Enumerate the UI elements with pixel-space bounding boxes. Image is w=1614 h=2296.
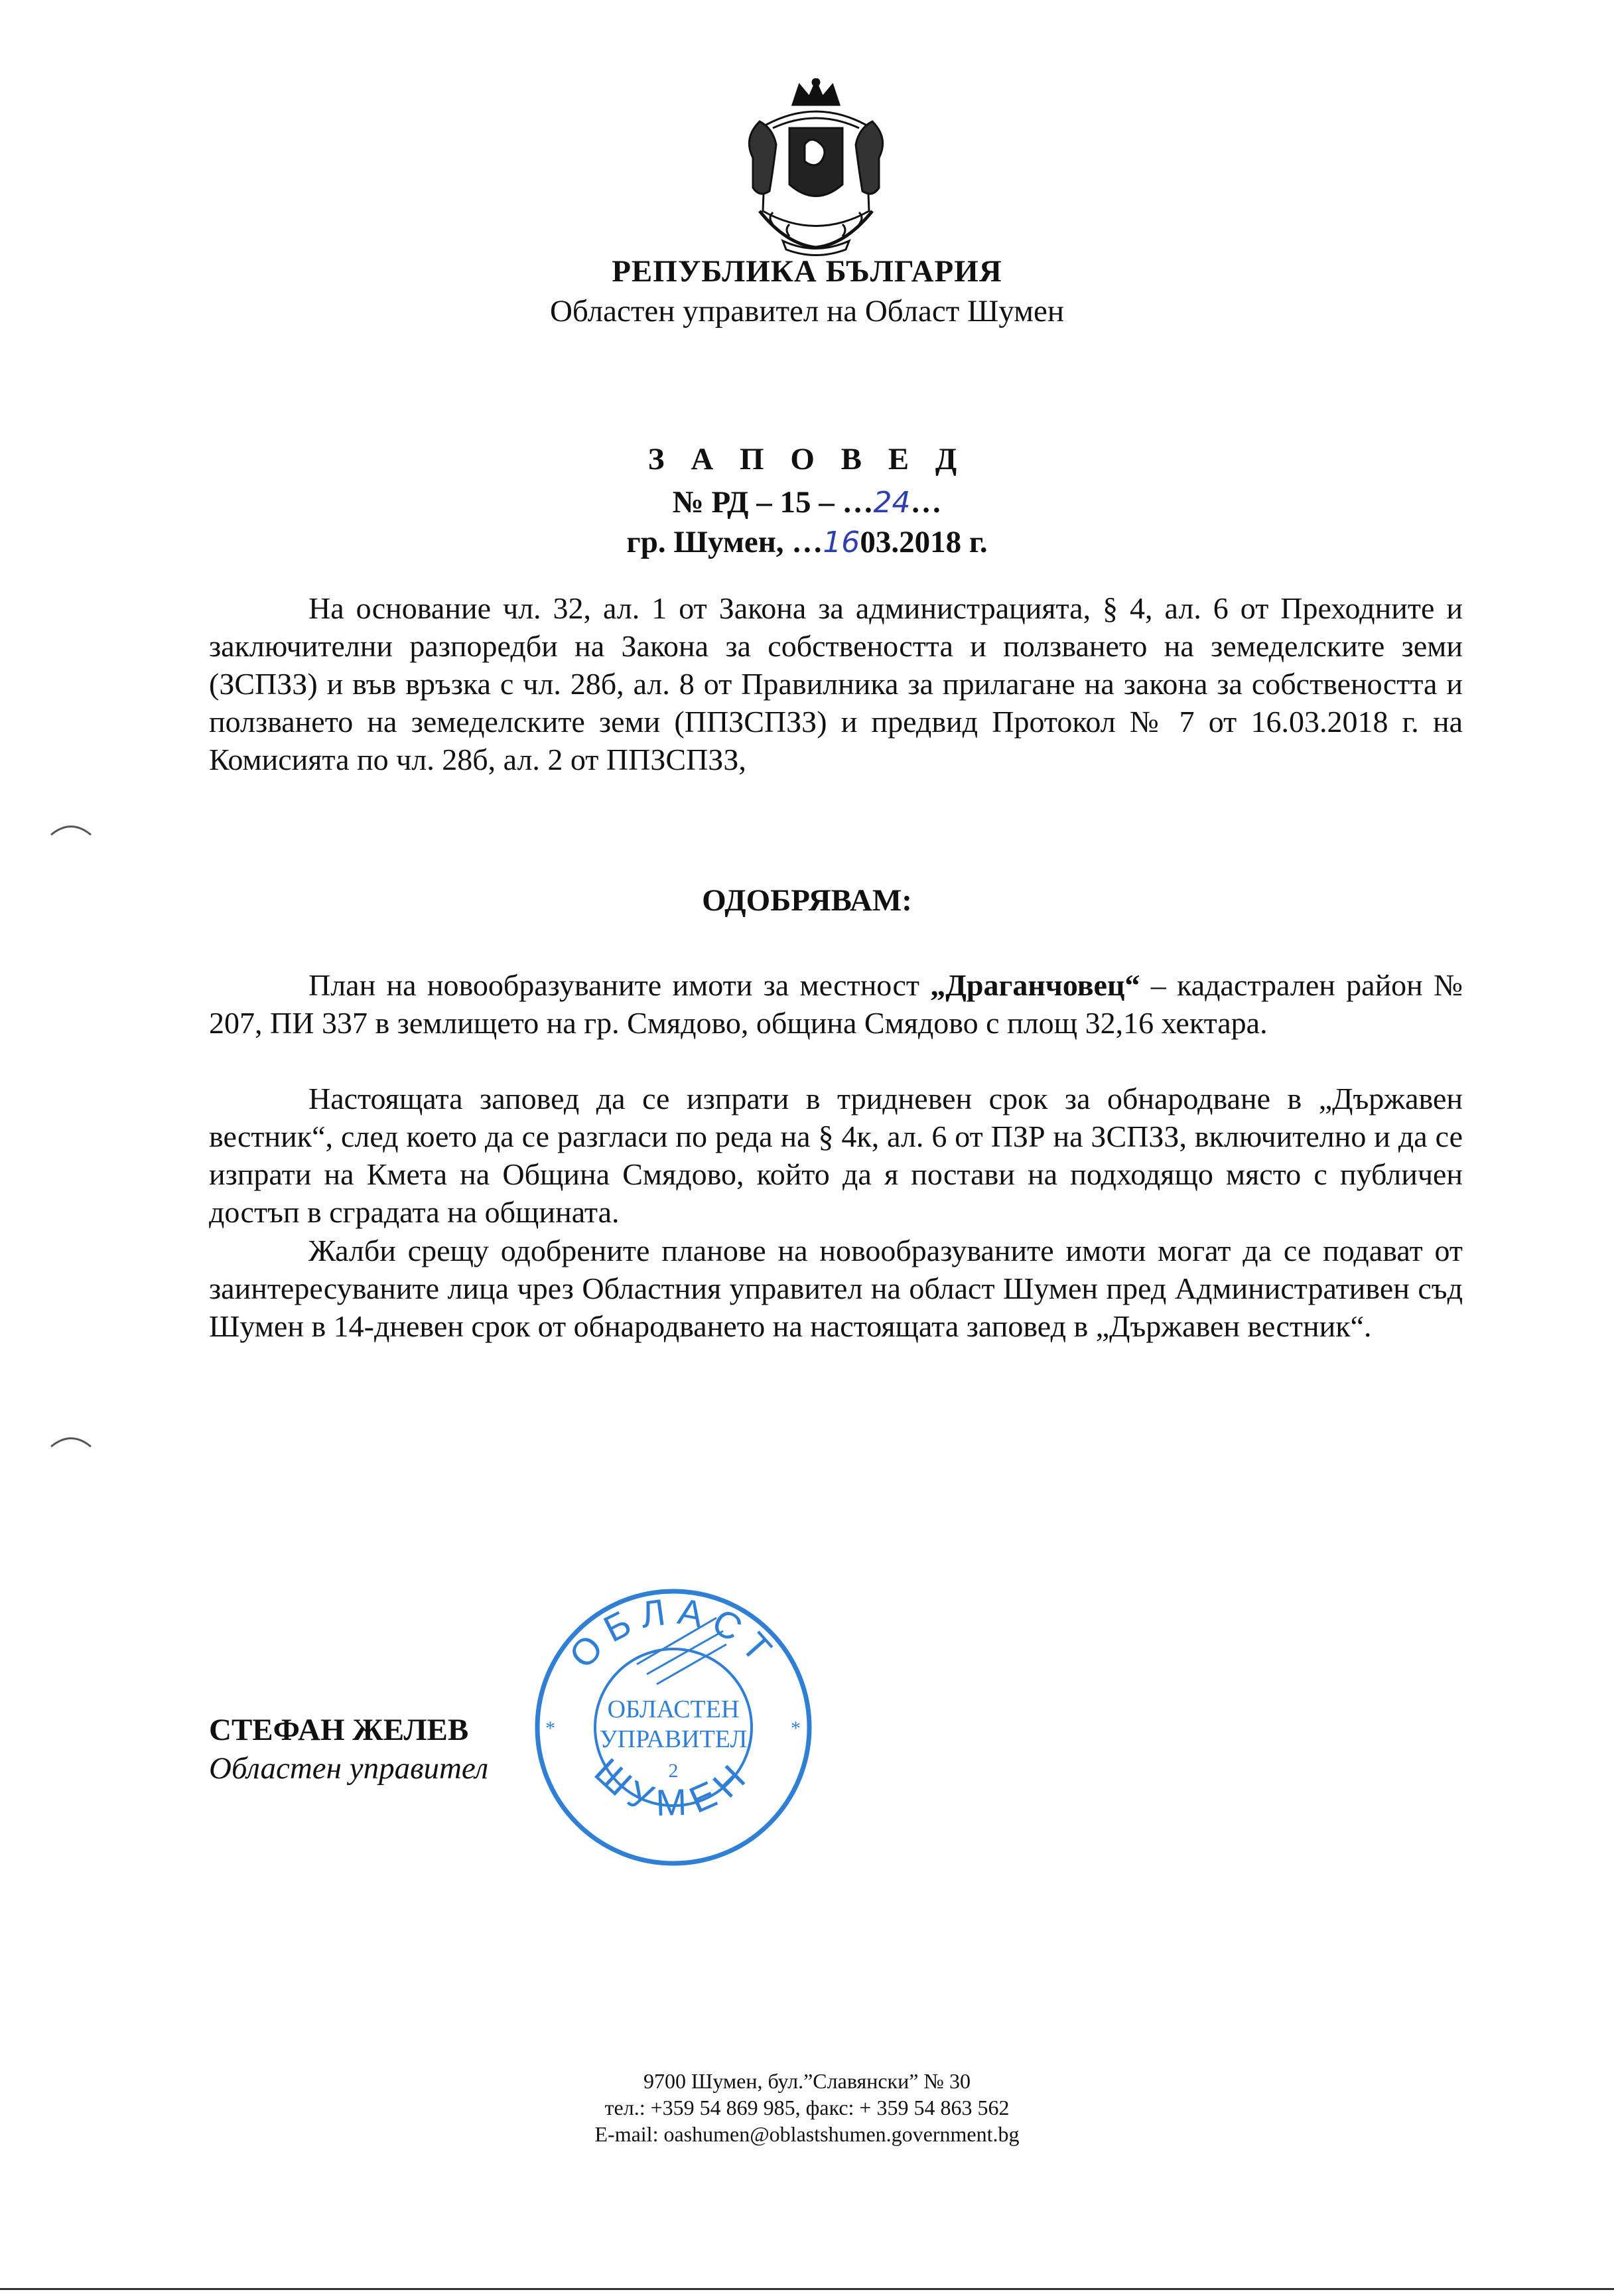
order-place-prefix: гр. Шумен, [626,525,792,559]
stamp-star-right: * [791,1717,801,1739]
footer-email: E-mail: oashumen@oblastshumen.government.bg [594,2122,1020,2146]
stamp-inner-line1: ОБЛАСТЕН [607,1695,740,1723]
svg-text:ОБЛАСТ [561,1589,786,1676]
footer-phones: тел.: +359 54 869 985, факс: + 359 54 863 562 [604,2096,1010,2119]
stamp-star-left: * [545,1717,555,1739]
stamp-inner-number: 2 [668,1760,679,1782]
approve-heading: ОДОБРЯВАМ: [702,883,912,918]
plan-locality: „Драганчовец“ [930,968,1140,1002]
appeals-paragraph [209,1232,1463,1345]
order-place-date [0,524,1614,560]
publication-text: Настоящата заповед да се изпрати в тридневен срок за обнародване в „Държавен вестник“, след което да се разгласи по реда на § 4к, ал. 6 от ПЗР на ЗСПЗЗ, включително и да се изпрати на Кмета на Община Смядово, който да я постави на подходящо място с публичен достъп в сградата на общината. [209,1082,1463,1229]
order-number-prefix: № РД – 15 – [672,485,842,520]
order-number [0,484,1614,520]
official-stamp [524,1578,823,1877]
plan-paragraph [209,966,1463,1042]
order-date-dots: … [791,525,823,559]
signatory-role: Областен управител [209,1751,489,1786]
punch-hole-mark-bottom [48,1427,94,1453]
stamp-bottom-text: ШУМЕН [586,1750,760,1824]
signatory-name: СТЕФАН ЖЕЛЕВ [209,1713,469,1747]
plan-text-after: – кадастрален район № 207, ПИ 337 в землището на гр. Смядово, община Смядово с площ 32,16 хектара. [209,968,1463,1040]
order-place-suffix: 03.2018 г. [860,525,988,559]
order-day-handwritten: 16 [823,526,860,559]
office-subtitle: Областен управител на Област Шумен [549,294,1065,328]
order-number-dots-end: … [910,485,942,520]
publication-paragraph [209,1080,1463,1231]
punch-hole-mark-top [48,815,94,841]
republic-title: РЕПУБЛИКА БЪЛГАРИЯ [612,254,1002,289]
order-number-dots: … [842,485,874,520]
footer-address: 9700 Шумен, бул.”Славянски” № 30 [643,2069,971,2093]
coat-of-arms-icon [726,78,906,257]
stamp-inner-line2: УПРАВИТЕЛ [599,1725,748,1753]
plan-text-before: План на новообразуваните имоти за местност [308,968,931,1002]
preamble-text: На основание чл. 32, ал. 1 от Закона за администрацията, § 4, ал. 6 от Преходните и заключителни разпоредби на Закона за собствеността и ползването на земеделските земи (ЗСПЗЗ) и във връзка с чл. 28б, ал. 8 от Правилника за прилагане на закона за собствеността и ползването на земеделските земи (ППЗСПЗЗ) и предвид Протокол № 7 от 16.03.2018 г. на Комисията по чл. 28б, ал. 2 от ППЗСПЗЗ, [209,591,1463,776]
order-number-handwritten: 24 [873,486,911,520]
preamble-paragraph [209,589,1463,778]
stamp-top-text: ОБЛАСТ [561,1589,787,1677]
scan-edge-line [0,2288,1614,2290]
order-title: З А П О В Е Д [647,442,967,476]
appeals-text: Жалби срещу одобрените планове на новообразуваните имоти могат да се подават от заинтересуваните лица чрез Областния управител на област Шумен пред Административен съд Шумен в 14-дневен срок от обнародването на настоящата заповед в „Държавен вестник“. [209,1234,1463,1343]
